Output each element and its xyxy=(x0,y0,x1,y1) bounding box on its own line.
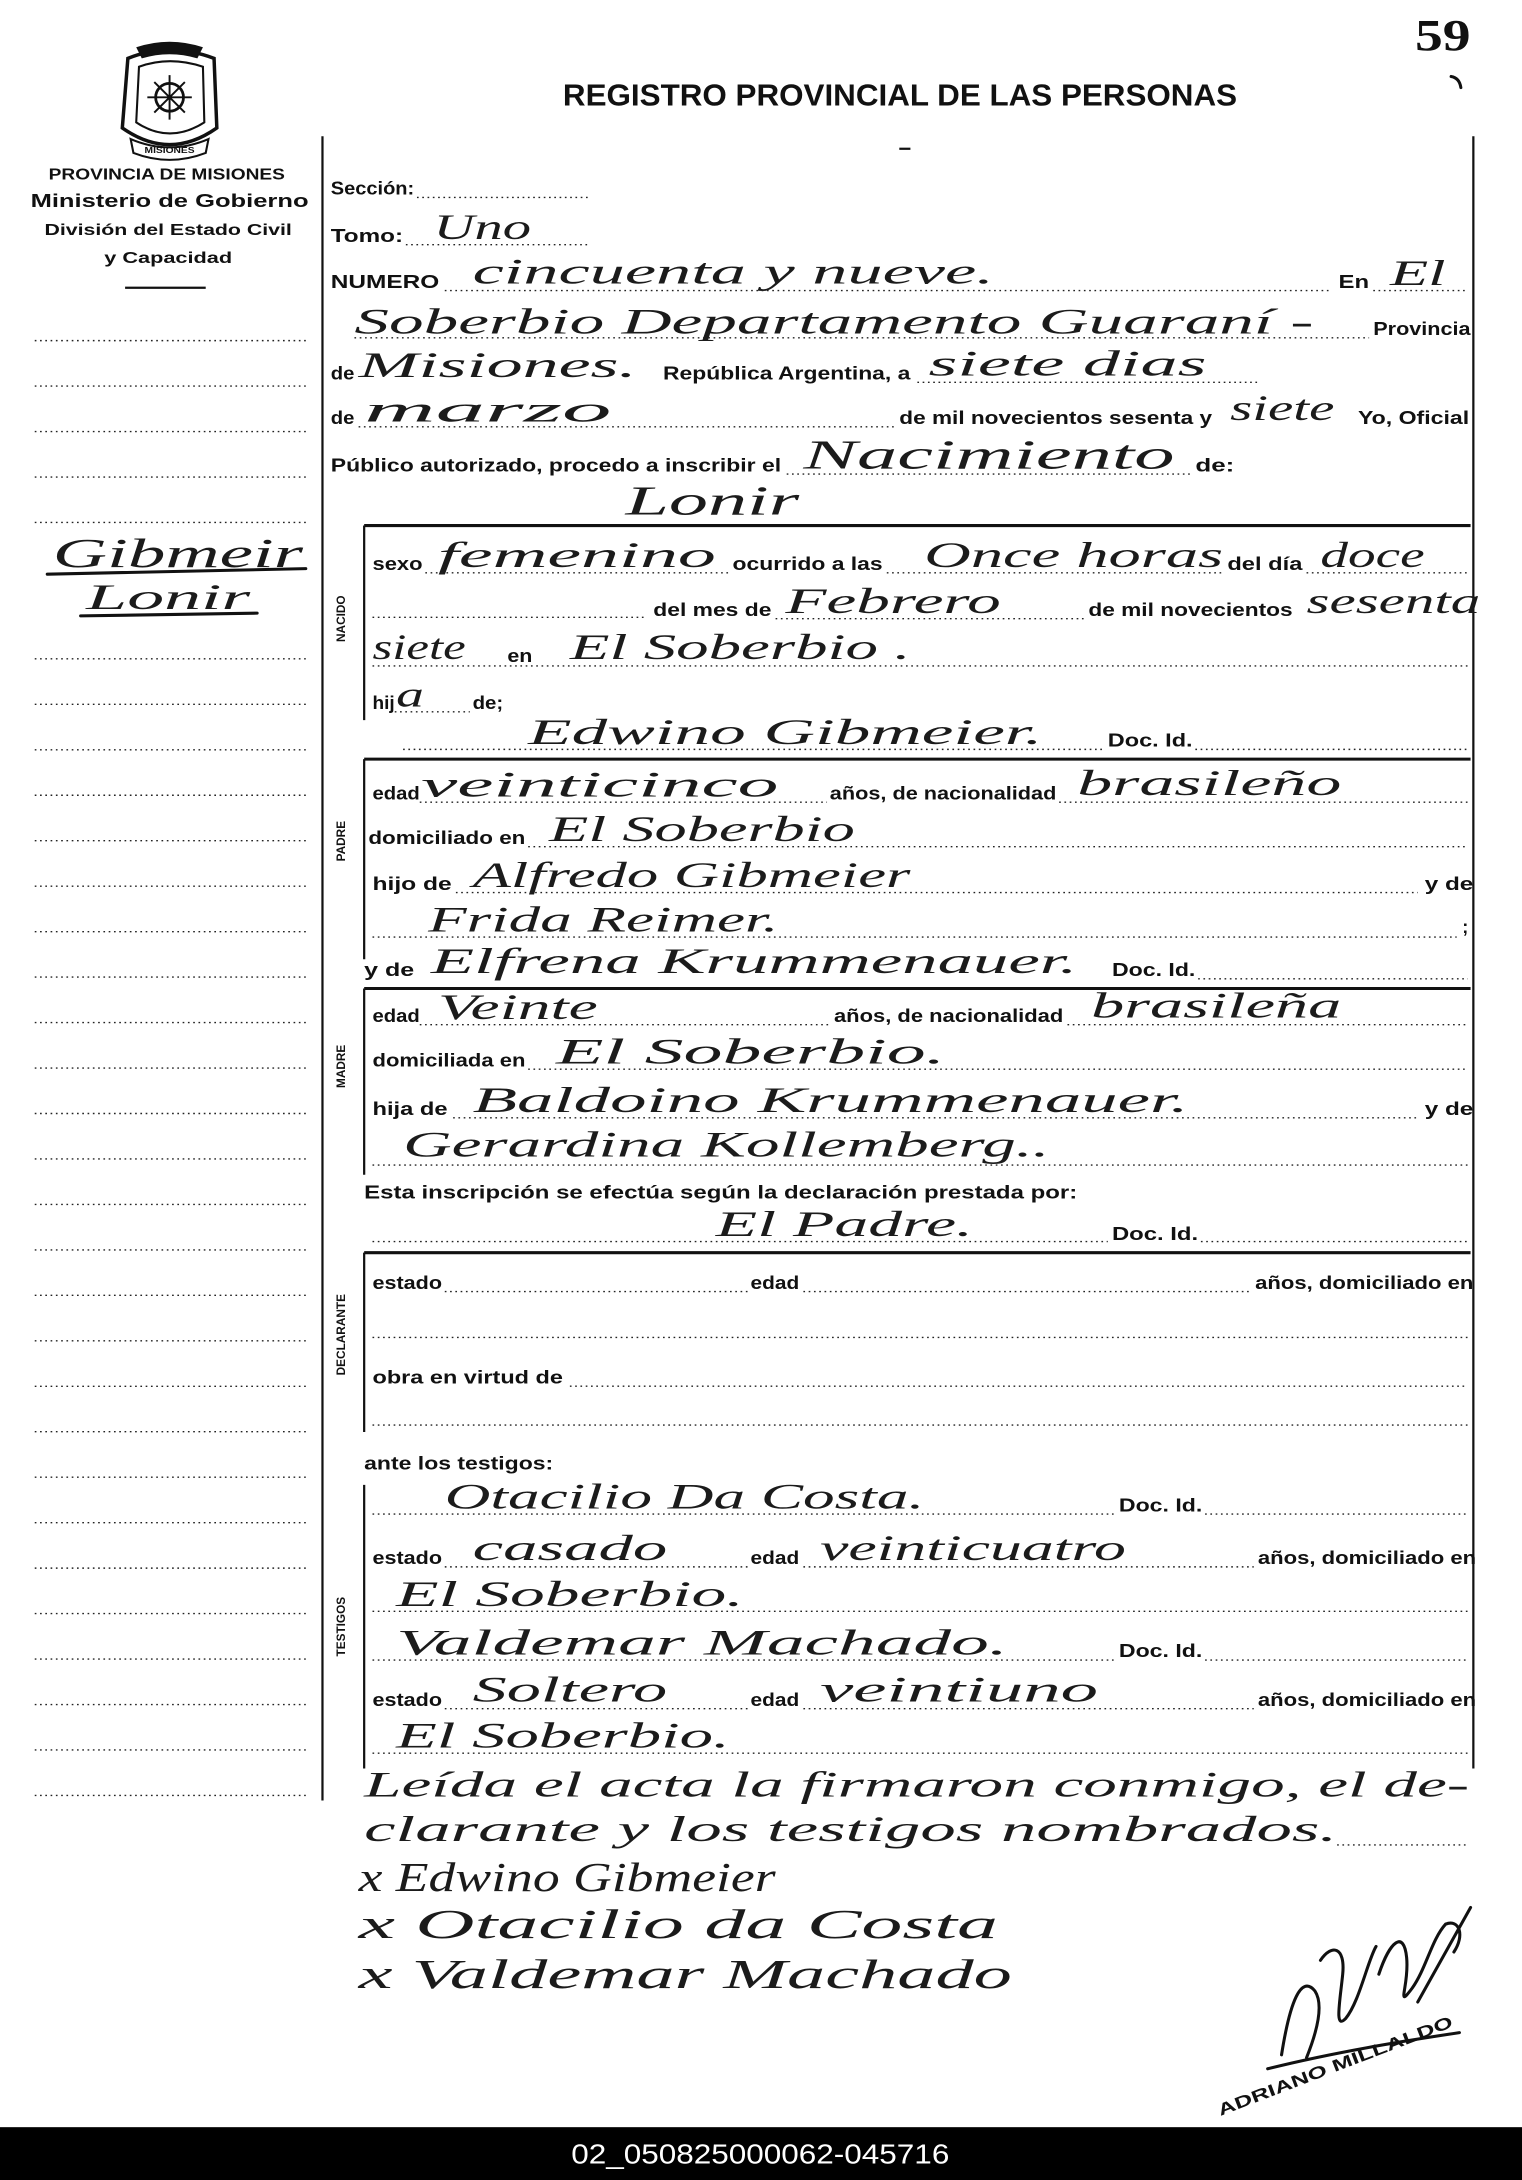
place-part2: Soberbio Departamento Guaraní - xyxy=(354,301,1314,342)
mother-name: Elfrena Krummenauer. xyxy=(428,941,1078,982)
mes-label: del mes de xyxy=(653,599,772,620)
closing-line-1: Leída el acta la firmaron conmigo, el de- xyxy=(362,1764,1470,1805)
father-domicilio: El Soberbio xyxy=(547,809,855,850)
margin-given-name: Lonir xyxy=(84,576,253,617)
birth-place: El Soberbio . xyxy=(568,627,911,668)
padre-section-label: PADRE xyxy=(334,820,349,862)
subject-name: Lonir xyxy=(623,478,801,525)
dia-value: doce xyxy=(1320,535,1425,576)
closing-line-2: clarante y los testigos nombrados. xyxy=(364,1808,1338,1849)
witness-2-doc-label: Doc. Id. xyxy=(1118,1641,1203,1662)
mother-edad-label: edad xyxy=(372,1005,420,1026)
place-part1: El xyxy=(1388,253,1446,294)
father-semicolon: ; xyxy=(1462,916,1469,937)
mother-doc-label: Doc. Id. xyxy=(1111,959,1196,980)
numero-value: cincuenta y nueve. xyxy=(472,251,994,292)
mother-domicilio-label: domiciliada en xyxy=(372,1050,526,1071)
oficial-label: Yo, Oficial xyxy=(1357,408,1470,429)
hij-suffix: a xyxy=(396,674,424,715)
hora-value: Once horas xyxy=(924,535,1224,576)
mother-y-de-label: y de xyxy=(364,959,415,980)
declarant-domicilio-label: años, domiciliado en xyxy=(1255,1272,1474,1293)
witness-1-estado: casado xyxy=(472,1527,668,1568)
division-label: División del Estado Civil xyxy=(44,221,292,239)
father-nacionalidad-label: años, de nacionalidad xyxy=(829,783,1057,804)
declarant-name: El Padre. xyxy=(713,1203,973,1244)
seal-label: MISIONES xyxy=(144,144,196,155)
paternal-grandmother: Frida Reimer. xyxy=(426,899,779,940)
anio-continuation: siete xyxy=(372,627,466,668)
sexo-label: sexo xyxy=(372,554,423,575)
de-label: de xyxy=(330,363,355,384)
tomo-value: Uno xyxy=(433,207,531,248)
witness-1-domicilio: El Soberbio. xyxy=(394,1573,744,1614)
witness-2-domicilio: El Soberbio. xyxy=(394,1715,730,1756)
declarante-section-label: DECLARANTE xyxy=(334,1294,349,1376)
witness-2-name: Valdemar Machado. xyxy=(396,1622,1008,1663)
mother-hija-de-label: hija de xyxy=(372,1099,448,1120)
witness-1-doc-label: Doc. Id. xyxy=(1118,1495,1203,1516)
day-value: siete dias xyxy=(928,343,1207,384)
ministry-label: Ministerio de Gobierno xyxy=(30,191,309,212)
provincia-label: Provincia xyxy=(1373,319,1472,340)
father-nacionalidad: brasileño xyxy=(1077,763,1342,804)
ocurrido-label: ocurrido a las xyxy=(732,554,883,575)
scan-id: 02_050825000062-045716 xyxy=(571,2138,950,2170)
sexo-value: femenino xyxy=(437,535,716,576)
mother-nacionalidad: brasileña xyxy=(1091,985,1342,1026)
witness-2-edad-label: edad xyxy=(750,1689,800,1710)
inscribir-label: Público autorizado, procedo a inscribir el xyxy=(330,455,782,476)
numero-label: NUMERO xyxy=(330,271,440,292)
mother-domicilio: El Soberbio. xyxy=(553,1031,946,1072)
mes-value: Febrero xyxy=(783,581,1001,622)
mother-y-de-label-2: y de xyxy=(1424,1099,1474,1120)
signature-father: x Edwino Gibmeier xyxy=(357,1854,777,1901)
witness-1-estado-label: estado xyxy=(372,1548,443,1569)
father-domicilio-label: domiciliado en xyxy=(368,827,526,848)
anio-value: sesenta xyxy=(1306,581,1481,622)
maternal-grandfather: Baldoino Krummenauer. xyxy=(472,1080,1189,1121)
hij-label: hij xyxy=(372,693,395,714)
declarant-edad-label: edad xyxy=(750,1272,800,1293)
witness-2-domicilio-label: años, domiciliado en xyxy=(1257,1689,1477,1710)
declarant-doc-label: Doc. Id. xyxy=(1111,1224,1199,1245)
year-label: de mil novecientos sesenta y xyxy=(899,408,1213,429)
province-value: Misiones. xyxy=(356,344,637,385)
obra-label: obra en virtud de xyxy=(372,1367,563,1388)
witness-2-edad: veintiuno xyxy=(820,1669,1099,1710)
signature-witness-2: x Valdemar Machado xyxy=(356,1952,1012,1999)
declarant-estado-label: estado xyxy=(372,1272,443,1293)
witness-1-edad-label: edad xyxy=(750,1548,800,1569)
hij-de-label: de; xyxy=(472,693,504,714)
witness-2-estado-label: estado xyxy=(372,1689,443,1710)
division-label-line2: y Capacidad xyxy=(104,249,233,267)
signature-witness-1: x Otacilio da Costa xyxy=(356,1902,998,1949)
month-value: marzo xyxy=(364,389,612,430)
act-type-value: Nacimiento xyxy=(801,432,1175,479)
republica-label: República Argentina, a xyxy=(663,363,912,384)
paternal-grandfather: Alfredo Gibmeier xyxy=(469,855,913,896)
father-doc-label: Doc. Id. xyxy=(1107,730,1193,751)
de-colon-label: de: xyxy=(1195,455,1235,476)
en-label: En xyxy=(1338,271,1370,292)
maternal-grandmother: Gerardina Kollemberg.. xyxy=(403,1124,1050,1165)
mother-edad: Veinte xyxy=(437,987,598,1028)
de-label-2: de xyxy=(330,408,355,429)
witness-2-estado: Soltero xyxy=(472,1669,668,1710)
page-number: 59 xyxy=(1414,10,1471,61)
declaration-intro: Esta inscripción se efectúa según la declaración prestada por: xyxy=(364,1182,1078,1203)
father-edad: veinticinco xyxy=(421,764,779,805)
misiones-seal-icon xyxy=(122,42,217,160)
seccion-label: Sección: xyxy=(330,178,415,199)
year-value: siete xyxy=(1230,387,1335,428)
father-edad-label: edad xyxy=(372,783,420,804)
en-place-label: en xyxy=(507,645,533,666)
witness-1-domicilio-label: años, domiciliado en xyxy=(1257,1548,1477,1569)
margin-surname: Gibmeir xyxy=(52,531,305,578)
witness-1-edad: veinticuatro xyxy=(820,1527,1126,1568)
testigos-intro: ante los testigos: xyxy=(364,1453,554,1474)
father-y-de-label: y de xyxy=(1424,873,1474,894)
province-label: PROVINCIA DE MISIONES xyxy=(48,166,285,184)
nacido-section-label: NACIDO xyxy=(334,595,349,642)
witness-1-name: Otacilio Da Costa. xyxy=(444,1476,925,1517)
madre-section-label: MADRE xyxy=(334,1044,349,1089)
father-hijo-de-label: hijo de xyxy=(372,873,452,894)
mother-nacionalidad-label: años, de nacionalidad xyxy=(833,1005,1064,1026)
dia-label: del día xyxy=(1227,554,1304,575)
page-title: REGISTRO PROVINCIAL DE LAS PERSONAS xyxy=(562,78,1238,113)
testigos-section-label: TESTIGOS xyxy=(334,1596,349,1657)
page-mark xyxy=(1451,76,1461,87)
tomo-label: Tomo: xyxy=(330,225,404,246)
official-stamp: ADRIANO MILLALDO xyxy=(1215,2041,1380,2120)
anio-label: de mil novecientos xyxy=(1088,599,1293,620)
father-name: Edwino Gibmeier. xyxy=(526,711,1043,752)
